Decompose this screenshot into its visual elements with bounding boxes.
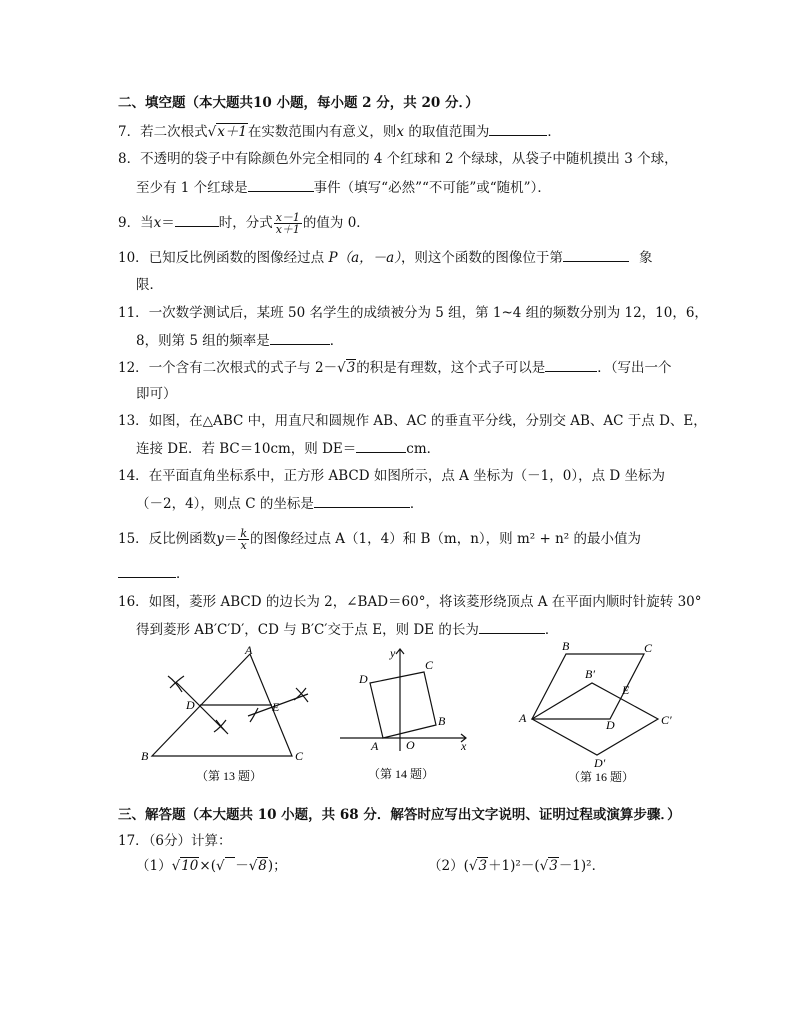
q12-text-b: 的积是有理数，这个式子可以是: [356, 360, 546, 376]
fig16-label-c: C: [644, 641, 653, 655]
q15-number: 15．: [118, 531, 149, 547]
q15-answer-blank: [118, 564, 176, 578]
q15-y: y: [216, 531, 224, 547]
q13-number: 13．: [118, 413, 149, 429]
q7-answer-blank: [489, 122, 547, 136]
fig14-square: [370, 672, 436, 738]
fig14-label-o: O: [406, 738, 415, 752]
fig14-caption: （第 14 题）: [368, 767, 435, 781]
q10-answer-blank: [563, 248, 629, 262]
question-10: [118, 248, 652, 267]
figure-16: [512, 640, 702, 787]
question-11: [118, 304, 708, 322]
q9-text-b: 时，分式: [218, 215, 273, 231]
fig16-label-e: E: [622, 683, 630, 697]
q14-answer-blank: [314, 494, 410, 508]
q17-p1-radicand-3: 8: [258, 858, 267, 874]
q12-answer-blank: [545, 358, 597, 372]
question-9: [118, 212, 370, 235]
question-12: 12．一个含有二次根式的式子与 2－√3的积是有理数，这个式子可以是 ．（写出一个: [118, 360, 672, 376]
q17-head: （6分）计算：: [148, 833, 232, 849]
question-17: [118, 832, 232, 850]
q14-number: 14．: [118, 468, 149, 484]
q7-text-a: 若二次根式: [140, 124, 208, 140]
fig13-arc-5: [294, 688, 306, 700]
q11-answer-blank: [270, 331, 330, 345]
fig13-label-b: B: [141, 749, 149, 763]
q9-fraction: [274, 212, 302, 235]
fig16-caption: （第 16 题）: [568, 770, 635, 784]
q17-part-2: （2）(√3＋1)²－(√3－1)²．: [428, 858, 606, 874]
q16-line1: 如图，菱形 ABCD 的边长为 2，∠BAD＝60°，将该菱形绕顶点 A 在平面内顺时针旋转 30°: [148, 594, 702, 610]
q14-line1: 在平面直角坐标系中，正方形 ABCD 如图所示，点 A 坐标为（－1，0），点 D 坐标为: [148, 468, 666, 484]
q10-point-P: P: [328, 250, 338, 266]
fig14-label-d: D: [359, 672, 368, 686]
fig16-label-d-prime: D′: [594, 756, 606, 770]
q7-variable: x: [396, 124, 405, 140]
q10-text-b: ，则这个函数的图像位于第: [400, 250, 563, 266]
q15-fraction: [238, 528, 249, 551]
fig13-label-a: A: [245, 643, 253, 657]
q16-number: 16．: [118, 594, 149, 610]
q17-p2-label: （2）(: [428, 858, 469, 874]
q12-radicand: 3: [346, 360, 356, 376]
question-8-line2: [136, 178, 551, 197]
q7-text-b: 在实数范围内有意义，则: [247, 124, 397, 140]
q7-text-c: 的取值范围为: [404, 124, 490, 140]
q17-p1-radicand: 10: [181, 858, 199, 874]
q9-answer-blank: [175, 213, 219, 227]
q9-text-c: 的值为 0．: [302, 215, 370, 231]
q17-part-1: （1）√10×(√ －√8)；: [136, 858, 287, 874]
fig14-label-b: B: [438, 714, 446, 728]
question-7: 7．若二次根式√x＋1在实数范围内有意义，则x 的取值范围为 ．: [118, 124, 561, 140]
q13-text-a: 连接 DE．若 BC＝10cm，则 DE＝: [136, 441, 357, 457]
q12-text-a: 一个含有二次根式的式子与 2－: [148, 360, 338, 376]
q8-line1: 不透明的袋子中有除颜色外完全相同的 4 个红球和 2 个绿球，从袋子中随机摸出 3 个球，: [140, 151, 678, 167]
q8-number: 8．: [118, 151, 141, 167]
q10-line2: 限．: [136, 277, 163, 293]
fig16-label-c-prime: C′: [661, 713, 672, 727]
q10-text-c: 象: [638, 250, 653, 266]
q15-text-a: 反比例函数: [148, 531, 217, 547]
q14-end: ．: [409, 496, 424, 512]
q13-answer-blank: [356, 439, 406, 453]
fig16-label-d: D: [606, 718, 615, 732]
q9-frac-denominator: x＋1: [275, 223, 300, 236]
fig16-label-a: A: [519, 711, 527, 725]
q9-text-a: 当: [140, 215, 154, 231]
q10-text-a: 已知反比例函数的图像经过点: [148, 250, 325, 266]
q17-p1-mid: ×(: [199, 858, 216, 874]
fig14-label-c: C: [425, 658, 434, 672]
fig13-label-d: D: [186, 698, 195, 712]
fig14-label-x: x: [461, 739, 467, 753]
q17-p1-label: （1）: [136, 858, 172, 874]
q8-answer-blank: [248, 178, 314, 192]
question-15-line2: [118, 564, 190, 583]
q17-p1-radicand-2: [225, 857, 236, 874]
question-16: [118, 593, 702, 611]
q15-text-b: 的图像经过点 A（1，4）和 B（m，n），则 m² + n² 的最小值为: [250, 531, 641, 547]
fig13-label-e: E: [272, 700, 280, 714]
q11-number: 11．: [118, 305, 149, 321]
fig13-label-c: C: [295, 749, 304, 763]
question-13-line2: [136, 439, 440, 458]
q7-radicand: x＋1: [217, 124, 247, 140]
q15-end: ．: [176, 566, 190, 582]
fig13-arc-4: [216, 720, 228, 734]
fig13-caption: （第 13 题）: [196, 769, 263, 783]
q15-frac-denominator: x: [240, 539, 247, 552]
q14-text-a: （－2，4），则点 C 的坐标是: [136, 496, 314, 512]
q13-line1: 如图，在△ABC 中，用直尺和圆规作 AB、AC 的垂直平分线，分别交 AB、AC 于点 D、E，: [148, 413, 707, 429]
q16-end: ．: [544, 622, 559, 638]
q16-text-a: 得到菱形 AB′C′D′，CD 与 B′C′交于点 E，则 DE 的长为: [136, 622, 479, 638]
q9-eq: ＝: [161, 215, 175, 231]
question-14-line2: [136, 494, 423, 513]
q17-number: 17．: [118, 833, 149, 849]
q17-p2-radicand: 3: [478, 858, 488, 874]
fig14-label-y: y: [390, 646, 396, 660]
question-13: [118, 412, 707, 430]
q10-point-coords: （a，－a）: [337, 250, 401, 266]
q10-number: 10．: [118, 250, 149, 266]
q7-end: ．: [547, 124, 561, 140]
q11-text-a: 8，则第 5 组的频率是: [136, 333, 270, 349]
q17-p2-end: －1)²．: [558, 858, 606, 874]
question-15: [118, 528, 641, 551]
q17-p2-radicand-2: 3: [549, 858, 558, 874]
section-2-title: 二、填空题（本大题共10 小题，每小题 2 分，共 20 分．）: [118, 95, 479, 111]
q9-variable: x: [153, 215, 162, 231]
q15-eq: ＝: [223, 531, 238, 547]
q8-text-a: 至少有 1 个红球是: [136, 180, 248, 196]
fig13-arc-1: [170, 676, 184, 688]
section-3-title: 三、解答题（本大题共 10 小题，共 68 分．解答时应写出文字说明、证明过程或演算步骤．）: [118, 807, 681, 823]
figure-13: [132, 642, 332, 787]
q7-number: 7．: [118, 124, 141, 140]
q12-number: 12．: [118, 360, 149, 376]
q12-line2: 即可）: [136, 386, 177, 402]
q11-end: ．: [329, 333, 344, 349]
fig16-label-b: B: [562, 639, 570, 653]
q9-frac-numerator: x－1: [275, 211, 300, 224]
fig14-label-a: A: [371, 739, 379, 753]
q16-answer-blank: [479, 620, 545, 634]
q9-number: 9．: [118, 215, 141, 231]
question-11-line2: [136, 331, 343, 350]
figure-14: [340, 645, 490, 787]
question-16-line2: [136, 620, 558, 639]
fig16-label-b-prime: B′: [585, 667, 595, 681]
q11-line1: 一次数学测试后，某班 50 名学生的成绩被分为 5 组，第 1~4 组的频数分别为 12，10，6，: [148, 305, 708, 321]
q17-p2-mid: ＋1)²－(: [488, 858, 540, 874]
q12-text-c: ．（写出一个: [597, 360, 672, 376]
question-8: [118, 150, 678, 168]
q15-frac-numerator: k: [240, 527, 247, 540]
q17-p1-end: )；: [267, 858, 287, 874]
question-14: [118, 467, 665, 485]
q13-text-b: cm．: [406, 441, 441, 457]
q17-p1-minus: －: [235, 858, 249, 874]
q8-text-b: 事件（填写“必然”“不可能”或“随机”）．: [313, 180, 551, 196]
